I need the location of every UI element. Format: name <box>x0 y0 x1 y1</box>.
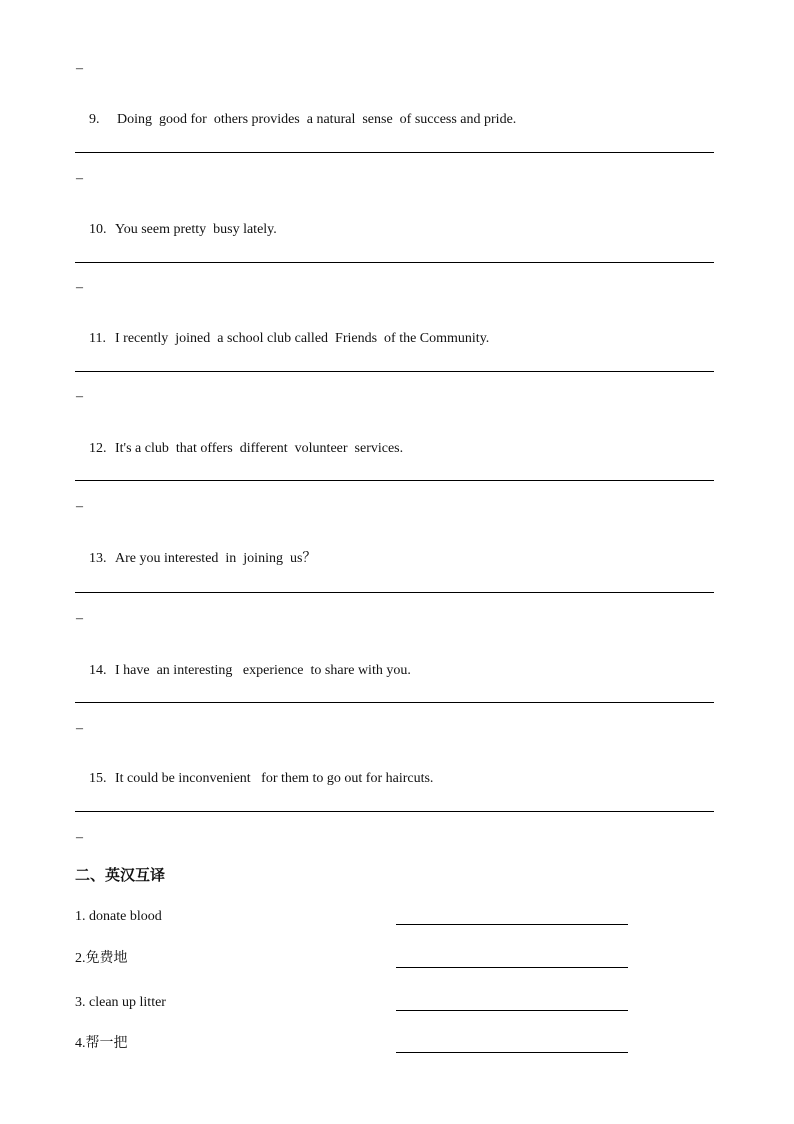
translation-blank-3[interactable] <box>396 1010 628 1011</box>
question-text: It's a club that offers different volunteer services. <box>115 441 404 456</box>
translation-item-1: 1. donate blood <box>75 909 162 924</box>
question-number: 11. <box>89 331 106 346</box>
question-number: 13. <box>89 551 107 566</box>
question-11 <box>75 315 489 363</box>
dash-mark: – <box>76 389 83 404</box>
dash-mark: – <box>76 280 83 295</box>
answer-line-12[interactable] <box>75 480 714 481</box>
answer-line-11[interactable] <box>75 371 714 372</box>
translation-item-2: 2.免费地 <box>75 951 128 966</box>
question-text: I have an interesting experience to share with you. <box>115 663 411 678</box>
question-number: 10. <box>89 222 107 237</box>
question-text: I recently joined a school club called Friends of the Community. <box>115 331 490 346</box>
answer-line-9[interactable] <box>75 152 714 153</box>
translation-item-3: 3. clean up litter <box>75 995 166 1010</box>
question-13 <box>75 535 316 583</box>
section-title: 二、英汉互译 <box>75 866 166 884</box>
dash-mark: – <box>76 830 83 845</box>
translation-blank-1[interactable] <box>396 924 628 925</box>
question-text: It could be inconvenient for them to go out for haircuts. <box>115 771 434 786</box>
answer-line-13[interactable] <box>75 592 714 593</box>
answer-line-14[interactable] <box>75 702 714 703</box>
question-number: 9. <box>89 112 100 127</box>
translation-item-4: 4.帮一把 <box>75 1036 128 1051</box>
question-number: 12. <box>89 441 107 456</box>
answer-line-15[interactable] <box>75 811 714 812</box>
dash-mark: – <box>76 171 83 186</box>
dash-mark: – <box>76 611 83 626</box>
question-text: You seem pretty busy lately. <box>115 222 277 237</box>
question-number: 14. <box>89 663 107 678</box>
dash-mark: – <box>76 721 83 736</box>
question-14 <box>75 647 411 695</box>
question-text: Are you interested in joining us？ <box>115 551 317 566</box>
translation-blank-4[interactable] <box>396 1052 628 1053</box>
question-15 <box>75 755 433 803</box>
question-12 <box>75 425 403 473</box>
answer-line-10[interactable] <box>75 262 714 263</box>
question-10 <box>75 206 277 254</box>
dash-mark: – <box>76 61 83 76</box>
question-text: Doing good for others provides a natural sense of success and pride. <box>117 112 517 127</box>
question-9 <box>75 96 516 144</box>
translation-blank-2[interactable] <box>396 967 628 968</box>
question-number: 15. <box>89 771 107 786</box>
dash-mark: – <box>76 499 83 514</box>
